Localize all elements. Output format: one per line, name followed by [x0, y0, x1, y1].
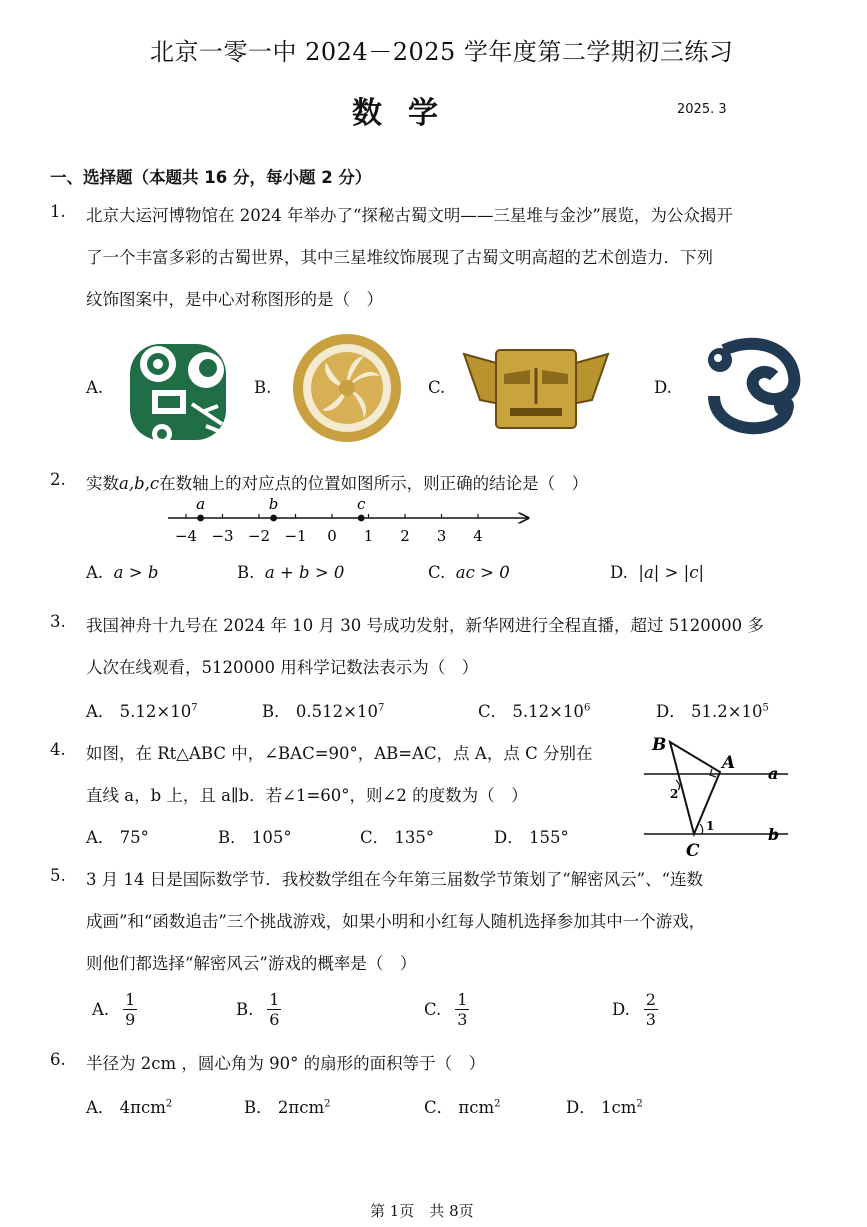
q6-option-d-label: D． — [566, 1098, 596, 1117]
q5-option-c-num: 1 — [457, 990, 468, 1009]
q6-option-c-label: C． — [424, 1098, 454, 1117]
q2-option-b-expr: a + b > 0 — [264, 563, 345, 582]
q5-line-1: 3 月 14 日是国际数学节．我校数学组在今年第三届数学节策划了“解密风云”、“连数 — [86, 870, 704, 889]
number-line-point-label-a: a — [196, 495, 206, 513]
q3-option-a-base: 5.12×10 — [119, 702, 192, 721]
q4-option-c-label: C． — [360, 828, 390, 847]
q2-stem-pre: 实数 — [86, 474, 119, 493]
q1-option-b-label: B. — [254, 378, 272, 397]
q3-option-b — [262, 698, 384, 722]
q5-option-d-num: 2 — [645, 990, 656, 1009]
q1-option-c-label: C. — [428, 378, 446, 397]
label-line-b: b — [768, 825, 780, 844]
triangle-figure — [640, 730, 800, 860]
q2-option-d-label: D. — [610, 563, 628, 582]
q4-option-d — [494, 824, 569, 848]
q5-option-b-den: 6 — [269, 1010, 280, 1029]
q5-option-b-label: B. — [236, 1000, 254, 1019]
q4-option-c — [360, 824, 434, 848]
q2-stem — [86, 470, 588, 494]
q6-option-a — [86, 1094, 172, 1118]
sun-disc-ornament-image — [288, 332, 406, 444]
q6-option-b-label: B． — [244, 1098, 273, 1117]
q5-line-2: 成画”和“函数追击”三个挑战游戏，如果小明和小红每人随机选择参加其中一个游戏， — [86, 912, 706, 931]
q6-option-d — [566, 1094, 643, 1118]
q3-option-d-base: 51.2×10 — [690, 702, 763, 721]
q2-option-a — [86, 563, 158, 582]
q4-option-d-value: 155° — [528, 828, 569, 847]
q4-line-2: 直线 a，b 上，且 a∥b．若∠1=60°，则∠2 的度数为（ ） — [86, 786, 528, 805]
q3-option-d-label: D． — [656, 702, 686, 721]
q6-option-b-value: 2πcm — [277, 1098, 325, 1117]
label-c-point: C — [686, 841, 700, 860]
q3-option-c-exp: 6 — [583, 702, 591, 714]
q1-option-a-label: A. — [86, 378, 104, 397]
q2-option-b — [237, 563, 344, 582]
exam-date: 2025. 3 — [677, 102, 727, 117]
number-line-tick-label: −2 — [247, 527, 271, 545]
bird-ornament-image — [122, 334, 234, 446]
dragon-ornament-image — [694, 336, 804, 440]
label-a-point: A — [722, 753, 736, 773]
q5-line-3: 则他们都选择“解密风云”游戏的概率是（ ） — [86, 954, 417, 973]
number-line-tick-label: 2 — [400, 527, 410, 545]
bronze-mask-image — [460, 344, 612, 432]
q6-number: 6. — [50, 1050, 66, 1069]
q2-option-d — [610, 563, 704, 582]
q3-option-c-label: C． — [478, 702, 508, 721]
q5-option-d — [612, 990, 658, 1029]
q6-option-d-exp: 2 — [636, 1098, 643, 1110]
q3-option-c — [478, 698, 590, 722]
q6-option-a-exp: 2 — [165, 1098, 173, 1110]
q5-option-a-fraction — [123, 990, 137, 1029]
q5-option-b-fraction — [267, 990, 281, 1029]
q2-option-b-label: B. — [237, 563, 255, 582]
q4-option-a-value: 75° — [119, 828, 149, 847]
exam-title: 北京一零一中 2024－2025 学年度第二学期初三练习 — [150, 38, 734, 66]
q3-option-b-label: B． — [262, 702, 291, 721]
q4-option-b-label: B． — [218, 828, 247, 847]
q5-option-d-fraction — [644, 990, 658, 1029]
q4-line-1: 如图，在 Rt△ABC 中，∠BAC=90°，AB=AC，点 A，点 C 分别在 — [86, 744, 593, 763]
q5-number: 5. — [50, 866, 66, 885]
q5-option-a — [92, 990, 137, 1029]
q4-option-d-label: D． — [494, 828, 524, 847]
number-line-point-b — [270, 515, 277, 522]
q5-option-c-den: 3 — [457, 1010, 468, 1029]
q1-option-d-label: D. — [654, 378, 672, 397]
q1-number: 1. — [50, 202, 66, 221]
q6-option-a-value: 4πcm — [119, 1098, 166, 1117]
q1-line-1: 北京大运河博物馆在 2024 年举办了“探秘古蜀文明——三星堆与金沙”展览，为公众揭开 — [86, 206, 733, 225]
q2-option-a-expr: a > b — [113, 563, 159, 582]
q5-option-b-num: 1 — [269, 990, 280, 1009]
q6-option-a-label: A． — [86, 1098, 115, 1117]
q3-line-2: 人次在线观看，5120000 用科学记数法表示为（ ） — [86, 658, 479, 677]
q3-option-b-base: 0.512×10 — [295, 702, 378, 721]
q4-option-b — [218, 824, 292, 848]
q3-option-b-exp: 7 — [377, 702, 385, 714]
q3-option-c-base: 5.12×10 — [512, 702, 584, 721]
number-line — [160, 494, 540, 552]
number-line-point-label-b: b — [268, 495, 279, 513]
q3-option-a — [86, 698, 198, 722]
q5-option-d-label: D. — [612, 1000, 630, 1019]
number-line-point-label-c: c — [356, 495, 366, 513]
page-footer: 第 1页 共 8页 — [370, 1202, 474, 1220]
q5-option-c-fraction — [455, 990, 469, 1029]
q4-number: 4. — [50, 740, 66, 759]
q2-option-c-expr: ac > 0 — [455, 563, 510, 582]
q5-option-a-label: A. — [92, 1000, 110, 1019]
q3-line-1: 我国神舟十九号在 2024 年 10 月 30 号成功发射，新华网进行全程直播，超过 5120000 多 — [86, 616, 764, 635]
q3-option-a-exp: 7 — [191, 702, 198, 714]
q5-option-d-den: 3 — [645, 1010, 656, 1029]
q2-option-a-label: A. — [86, 563, 104, 582]
q2-stem-post: 在数轴上的对应点的位置如图所示，则正确的结论是（ ） — [159, 474, 589, 493]
q2-stem-vars: a,b,c — [119, 474, 160, 493]
label-b-point: B — [652, 735, 667, 755]
q3-option-d — [656, 698, 769, 722]
q2-number: 2. — [50, 470, 66, 489]
q6-stem: 半径为 2cm ，圆心角为 90° 的扇形的面积等于（ ） — [86, 1054, 486, 1073]
q6-option-c-exp: 2 — [494, 1098, 501, 1110]
q6-option-c-value: πcm — [458, 1098, 495, 1117]
number-line-tick-label: 1 — [363, 527, 374, 545]
number-line-tick-label: −1 — [284, 527, 307, 545]
number-line-point-c — [358, 515, 365, 522]
q4-option-b-value: 105° — [251, 828, 292, 847]
q4-option-c-value: 135° — [394, 828, 435, 847]
q2-option-c-label: C. — [428, 563, 446, 582]
number-line-tick-label: 4 — [473, 527, 483, 545]
q3-number: 3. — [50, 612, 66, 631]
number-line-point-a — [197, 515, 204, 522]
number-line-tick-label: −4 — [174, 527, 198, 545]
q6-option-b-exp: 2 — [324, 1098, 331, 1110]
q4-option-a-label: A． — [86, 828, 115, 847]
subject-title: 数学 — [352, 96, 464, 131]
label-angle-2: 2 — [670, 787, 679, 801]
q2-option-c — [428, 563, 510, 582]
q5-option-c-label: C. — [424, 1000, 442, 1019]
label-angle-1: 1 — [706, 819, 715, 833]
label-line-a: a — [768, 764, 779, 783]
q3-option-a-label: A． — [86, 702, 115, 721]
number-line-tick-label: 3 — [436, 527, 447, 545]
q5-option-c — [424, 990, 469, 1029]
q5-option-a-num: 1 — [125, 990, 136, 1009]
q5-option-b — [236, 990, 281, 1029]
q6-option-c — [424, 1094, 500, 1118]
q5-option-a-den: 9 — [125, 1010, 136, 1029]
q6-option-d-value: 1cm — [600, 1098, 637, 1117]
section-heading: 一、选择题（本题共 16 分，每小题 2 分） — [50, 168, 372, 187]
q3-option-d-exp: 5 — [762, 702, 769, 714]
q1-line-3: 纹饰图案中，是中心对称图形的是（ ） — [86, 290, 383, 309]
q4-option-a — [86, 824, 149, 848]
q2-option-d-expr: |a| > |c| — [638, 563, 705, 582]
q1-line-2: 了一个丰富多彩的古蜀世界，其中三星堆纹饰展现了古蜀文明高超的艺术创造力．下列 — [86, 248, 713, 267]
q6-option-b — [244, 1094, 331, 1118]
number-line-tick-label: 0 — [327, 527, 337, 545]
number-line-tick-label: −3 — [211, 527, 234, 545]
